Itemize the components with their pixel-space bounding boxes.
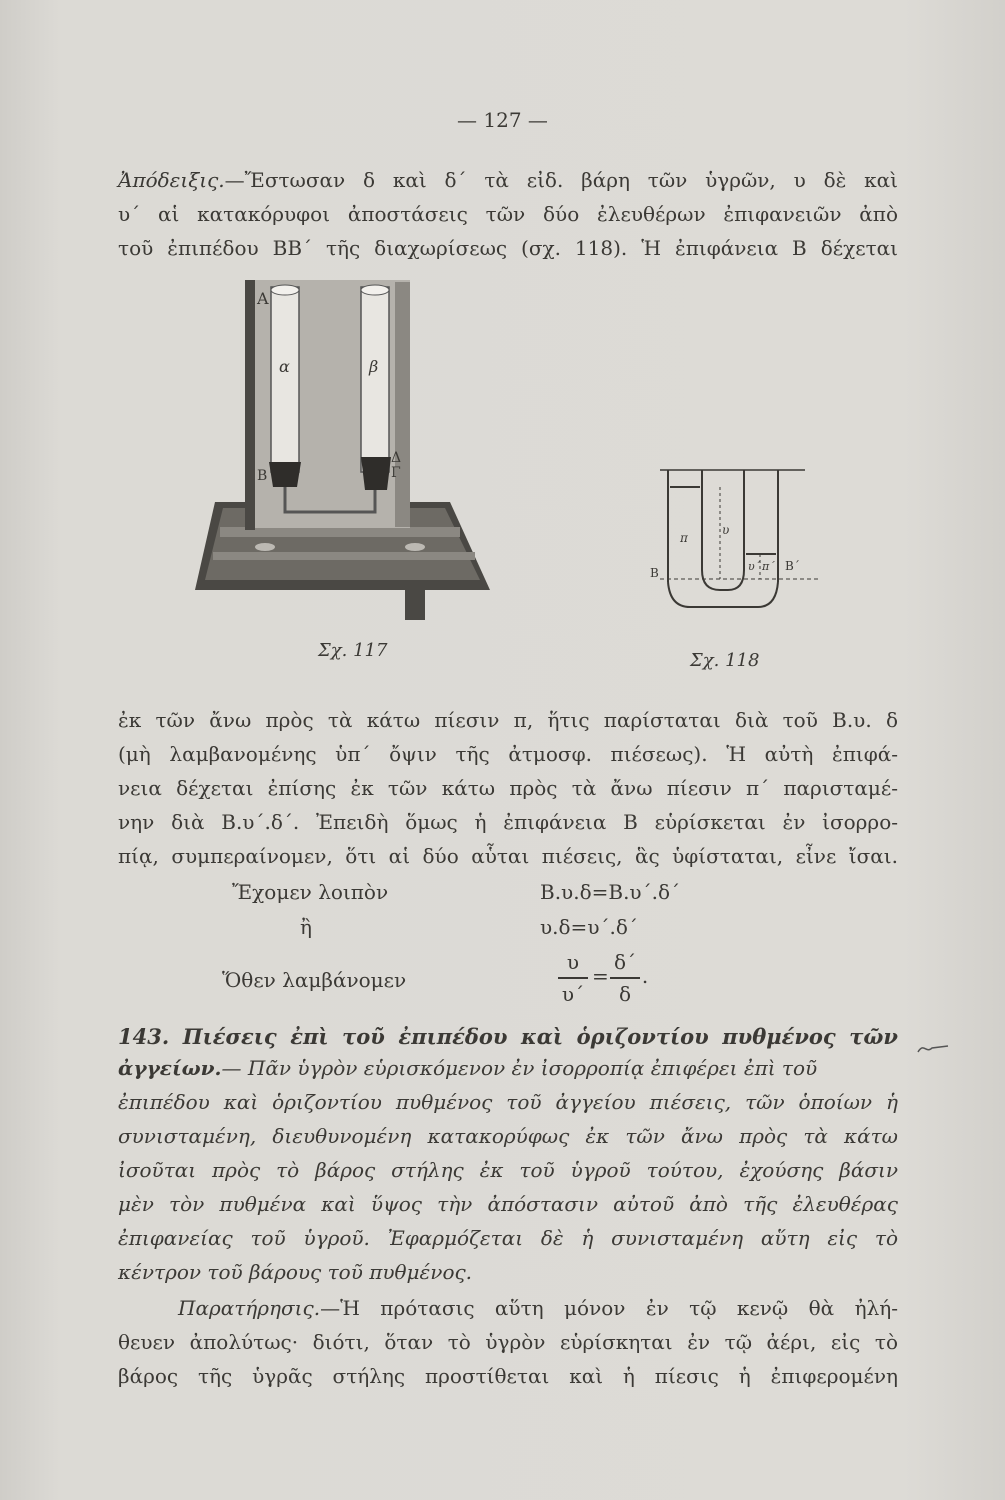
section-143-line-2: ἐπιπέδου καὶ ὁριζοντίου πυθμένος τοῦ ἀγγείου πιέσεις, τῶν ὁποίων ἡ — [118, 1090, 898, 1114]
section-143-line-1: ἀγγείων.— Πᾶν ὑγρὸν εὑρισκόμενον ἐν ἰσορροπίᾳ ἐπιφέρει ἐπὶ τοῦ — [118, 1056, 818, 1080]
page-number: — 127 — — [457, 108, 548, 132]
remark-line-1: Παρατήρησις.—Ἡ πρότασις αὕτη μόνον ἐν τῷ κενῷ θὰ ἠλή- — [178, 1296, 898, 1320]
equation-2: υ.δ=υ΄.δ΄ — [540, 915, 638, 939]
section-143-line-5: μὲν τὸν πυθμένα καὶ ὕψος τὴν ἀπόστασιν αὐτοῦ ἀπὸ τῆς ἐλευθέρας — [118, 1192, 898, 1216]
section-143-line-6: ἐπιφανείας τοῦ ὑγροῦ. Ἐφαρμόζεται δὲ ἡ συνισταμένη αὕτη εἰς τὸ — [118, 1226, 898, 1250]
section-number: 143. — [118, 1024, 170, 1049]
figure-117 — [195, 272, 500, 632]
fig117-label-alpha: α — [279, 357, 290, 376]
para1-line-4: νην διὰ Β.υ΄.δ΄. Ἐπειδὴ ὅμως ἡ ἐπιφάνεια Β εὑρίσκεται ἐν ἰσορρο- — [118, 810, 898, 834]
frac-equals: = — [592, 964, 609, 988]
remark-label: Παρατήρησις. — [178, 1296, 321, 1320]
section-143-line-7: κέντρον τοῦ βάρους τοῦ πυθμένος. — [118, 1260, 473, 1284]
section-143-title-line-1 — [118, 1024, 898, 1049]
para1-line-1: ἐκ τῶν ἄνω πρὸς τὰ κάτω πίεσιν π, ἥτις παρίσταται διὰ τοῦ Β.υ. δ — [118, 708, 898, 732]
fig118-label-pi: π — [680, 531, 688, 545]
section-title-end: ἀγγείων. — [118, 1056, 222, 1080]
section-143-line-4: ἰσοῦται πρὸς τὸ βάρος στήλης ἐκ τοῦ ὑγροῦ τούτου, ἐχούσης βάσιν — [118, 1158, 898, 1182]
para1-line-5: πίᾳ, συμπεραίνομεν, ὅτι αἱ δύο αὗται πιέσεις, ἃς ὑφίσταται, εἶνε ἴσαι. — [118, 844, 898, 868]
para1-line-2: (μὴ λαμβανομένης ὑπ΄ ὄψιν τῆς ἀτμοσφ. πιέσεως). Ἡ αὐτὴ ἐπιφά- — [118, 742, 898, 766]
intro-line-2: υ΄ αἱ κατακόρυφοι ἀποστάσεις τῶν δύο ἐλευθέρων ἐπιφανειῶν ἀπὸ — [118, 202, 898, 226]
figure-118-caption: Σχ. 118 — [690, 650, 760, 671]
figure-118 — [640, 462, 830, 622]
section-143-line-3: συνισταμένη, διευθυνομένη κατακορύφως ἐκ τῶν ἄνω πρὸς τὰ κάτω — [118, 1124, 898, 1148]
equation-label-3: Ὅθεν λαμβάνομεν — [222, 968, 407, 992]
fig117-label-beta: β — [369, 357, 379, 376]
fig118-label-upsilon-prime: υ΄ — [748, 560, 761, 573]
fig118-label-Bprime: B΄ — [785, 559, 800, 573]
fig117-label-gamma: Γ — [391, 465, 401, 481]
section-title: Πιέσεις ἐπὶ τοῦ ἐπιπέδου καὶ ὁριζοντίου πυθμένος τῶν — [182, 1024, 898, 1049]
fig117-label-A: A — [257, 289, 269, 308]
proof-label: Ἀπόδειξις. — [118, 168, 225, 192]
fig118-label-B: B — [650, 566, 659, 580]
remark-line-3: βάρος τῆς ὑγρᾶς στήλης προστίθεται καὶ ἡ πίεσις ἡ ἐπιφερομένη — [118, 1364, 898, 1388]
frac-left-denominator: υ΄ — [561, 982, 585, 1006]
fig118-label-upsilon: υ — [722, 523, 730, 537]
equation-1: Β.υ.δ=Β.υ΄.δ΄ — [540, 880, 680, 904]
fig117-label-B: B — [257, 468, 268, 484]
equation-label-2: ἢ — [300, 915, 312, 939]
intro-line-1: Ἀπόδειξις.—Ἔστωσαν δ καὶ δ΄ τὰ εἰδ. βάρη τῶν ὑγρῶν, υ δὲ καὶ — [118, 168, 898, 192]
intro-line-3: τοῦ ἐπιπέδου ΒΒ΄ τῆς διαχωρίσεως (σχ. 118). Ἡ ἐπιφάνεια Β δέχεται — [118, 236, 898, 260]
frac-right-bar — [610, 977, 640, 979]
fig118-label-pi-prime: π΄ — [762, 560, 775, 573]
frac-right-denominator: δ — [618, 982, 632, 1006]
margin-pencil-mark — [916, 1038, 950, 1058]
frac-right-numerator: δ΄ — [613, 950, 637, 974]
para1-line-3: νεια δέχεται ἐπίσης ἐκ τῶν κάτω πρὸς τὰ ἄνω πίεσιν π΄ παρισταμέ- — [118, 776, 898, 800]
frac-left-numerator: υ — [566, 950, 580, 974]
frac-period: . — [641, 964, 649, 988]
remark-line-2: θευεν ἀπολύτως· διότι, ὅταν τὸ ὑγρὸν εὑρίσκηται ἐν τῷ ἀέρι, εἰς τὸ — [118, 1330, 898, 1354]
fig117-label-delta: Δ — [391, 450, 402, 466]
figure-117-caption: Σχ. 117 — [318, 640, 388, 661]
frac-left-bar — [558, 977, 588, 979]
equation-label-1: Ἔχομεν λοιπὸν — [232, 880, 389, 904]
